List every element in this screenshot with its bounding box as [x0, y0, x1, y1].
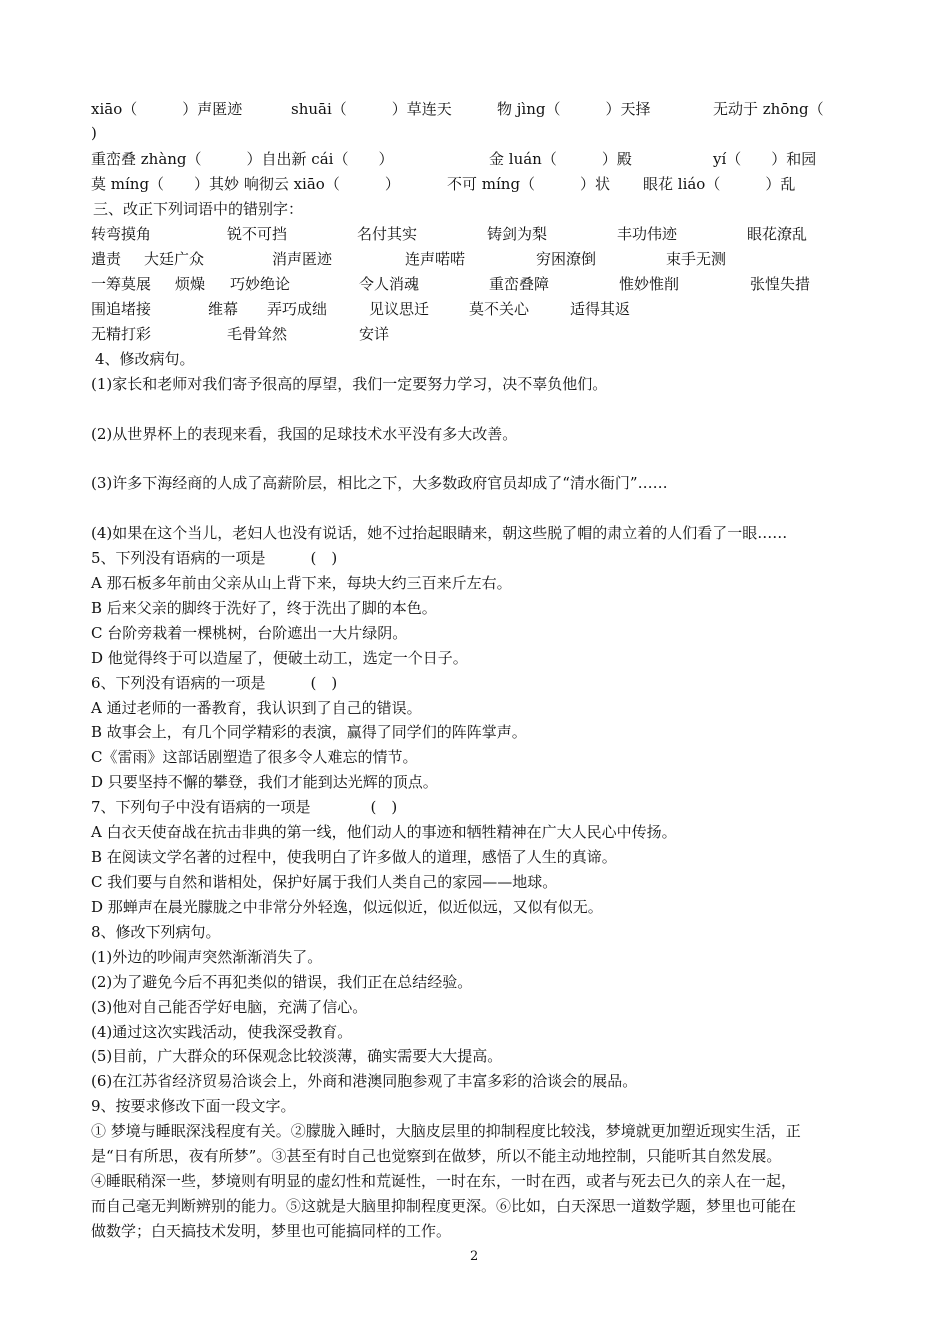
q5-option-b: B 后来父亲的脚终于洗好了，终于洗出了脚的本色。 [91, 599, 437, 617]
pinyin-item: 金 luán（ ）殿 [489, 150, 632, 168]
q9-line-4: 而自己毫无判断辨别的能力。⑤这就是大脑里抑制程度更深。⑥比如，白天深思一道数学题，梦里也可能在 [91, 1197, 797, 1215]
pinyin-item: 物 jìng（ ）天择 [497, 100, 651, 118]
wrong-word: 维幕 [208, 300, 239, 318]
q6-option-a: A 通过老师的一番教育，我认识到了自己的错误。 [91, 699, 422, 717]
q8-item-3: (3)他对自己能否学好电脑，充满了信心。 [91, 998, 368, 1016]
q7-option-a: A 白衣天使奋战在抗击非典的第一线，他们动人的事迹和牺牲精神在广大人民心中传扬。 [91, 823, 677, 841]
q7-title: 7、下列句子中没有语病的一项是 ( ) [91, 798, 398, 816]
q5-option-d: D 他觉得终于可以造屋了，便破土动工，选定一个日子。 [91, 649, 468, 667]
wrong-word: 束手无测 [666, 250, 727, 268]
q6-option-d: D 只要坚持不懈的攀登，我们才能到达光辉的顶点。 [91, 773, 438, 791]
pinyin-item: 无动于 zhōng（ [713, 100, 824, 118]
wrong-word: 毛骨耸然 [227, 325, 288, 343]
wrong-word: 连声喏喏 [405, 250, 466, 268]
q4-item-2: (2)从世界杯上的表现来看，我国的足球技术水平没有多大改善。 [91, 425, 518, 443]
wrong-word: 围追堵接 [91, 300, 152, 318]
q9-title: 9、按要求修改下面一段文字。 [91, 1097, 296, 1115]
q9-line-3: ④睡眠稍深一些，梦境则有明显的虚幻性和荒诞性，一时在东，一时在西，或者与死去已久的亲人在一起， [91, 1172, 797, 1190]
pinyin-item: 莫 míng（ ）其妙 响彻云 xiāo（ ） [91, 175, 400, 193]
q7-option-d: D 那蝉声在晨光朦胧之中非常分外轻逸，似远似近，似近似远，又似有似无。 [91, 898, 603, 916]
q7-option-c: C 我们要与自然和谐相处，保护好属于我们人类自己的家园——地球。 [91, 873, 558, 891]
pinyin-item: 重峦叠 zhàng（ ）自出新 cái（ ） [91, 150, 394, 168]
q8-item-4: (4)通过这次实践活动，使我深受教育。 [91, 1023, 353, 1041]
pinyin-item: shuāi（ ）草连天 [291, 100, 452, 118]
q5-title: 5、下列没有语病的一项是 ( ) [91, 549, 338, 567]
wrong-word: 安详 [359, 325, 390, 343]
wrong-word: 丰功伟迹 [617, 225, 678, 243]
wrong-word: 穷困潦倒 [536, 250, 597, 268]
section3-title: 三、改正下列词语中的错别字： [93, 200, 304, 218]
q8-title: 8、修改下列病句。 [91, 923, 221, 941]
wrong-word: 一筹莫展 [91, 275, 152, 293]
page-number: 2 [470, 1249, 479, 1264]
q6-title: 6、下列没有语病的一项是 ( ) [91, 674, 338, 692]
wrong-word: 遣责 [91, 250, 122, 268]
wrong-word: 无精打彩 [91, 325, 152, 343]
wrong-word: 转弯摸角 [91, 225, 152, 243]
wrong-word: 大廷广众 [144, 250, 205, 268]
q8-item-5: (5)目前，广大群众的环保观念比较淡薄，确实需要大大提高。 [91, 1047, 503, 1065]
pinyin-item: xiāo（ ）声匿迹 [91, 100, 243, 118]
q9-line-2: 是“日有所思，夜有所梦”。③甚至有时自己也觉察到在做梦，所以不能主动地控制，只能听其自然发展。 [91, 1147, 782, 1165]
wrong-word: 烦燥 [175, 275, 206, 293]
wrong-word: 巧妙绝论 [230, 275, 291, 293]
q6-option-c: C《雷雨》这部话剧塑造了很多令人难忘的情节。 [91, 748, 418, 766]
wrong-word: 锐不可挡 [227, 225, 288, 243]
q5-option-a: A 那石板多年前由父亲从山上背下来，每块大约三百来斤左右。 [91, 574, 512, 592]
wrong-word: 重峦叠障 [489, 275, 550, 293]
wrong-word: 铸剑为梨 [487, 225, 548, 243]
wrong-word: 眼花潦乱 [747, 225, 808, 243]
pinyin-item: ) [91, 124, 97, 142]
q4-item-4: (4)如果在这个当儿，老妇人也没有说话，她不过抬起眼睛来，朝这些脱了帽的肃立着的人们看了一眼…… [91, 524, 788, 542]
q7-option-b: B 在阅读文学名著的过程中，使我明白了许多做人的道理，感悟了人生的真谛。 [91, 848, 617, 866]
q9-line-5: 做数学；白天搞技术发明，梦里也可能搞同样的工作。 [91, 1222, 452, 1240]
wrong-word: 消声匿迹 [272, 250, 333, 268]
wrong-word: 适得其返 [570, 300, 631, 318]
wrong-word: 名付其实 [357, 225, 418, 243]
q4-title: 4、修改病句。 [95, 350, 195, 368]
q4-item-3: (3)许多下海经商的人成了高薪阶层，相比之下，大多数政府官员却成了“清水衙门”…… [91, 474, 668, 492]
q5-option-c: C 台阶旁栽着一棵桃树，台阶遮出一大片绿阴。 [91, 624, 408, 642]
wrong-word: 张惶失措 [750, 275, 811, 293]
q8-item-2: (2)为了避免今后不再犯类似的错误，我们正在总结经验。 [91, 973, 473, 991]
wrong-word: 弄巧成绌 [267, 300, 328, 318]
wrong-word: 令人消魂 [359, 275, 420, 293]
q8-item-6: (6)在江苏省经济贸易洽谈会上，外商和港澳同胞参观了丰富多彩的洽谈会的展品。 [91, 1072, 638, 1090]
pinyin-item: 不可 míng（ ）状 [447, 175, 611, 193]
q9-line-1: ① 梦境与睡眠深浅程度有关。②朦胧入睡时，大脑皮层里的抑制程度比较浅，梦境就更加塑近现实生活，正 [91, 1122, 801, 1140]
wrong-word: 莫不关心 [469, 300, 530, 318]
pinyin-item: yí（ ）和园 [713, 150, 817, 168]
q8-item-1: (1)外边的吵闹声突然渐渐消失了。 [91, 948, 323, 966]
wrong-word: 见议思迁 [369, 300, 430, 318]
pinyin-item: 眼花 liáo（ ）乱 [643, 175, 796, 193]
wrong-word: 惟妙惟削 [619, 275, 680, 293]
q6-option-b: B 故事会上，有几个同学精彩的表演，赢得了同学们的阵阵掌声。 [91, 723, 527, 741]
q4-item-1: (1)家长和老师对我们寄予很高的厚望，我们一定要努力学习，决不辜负他们。 [91, 375, 608, 393]
